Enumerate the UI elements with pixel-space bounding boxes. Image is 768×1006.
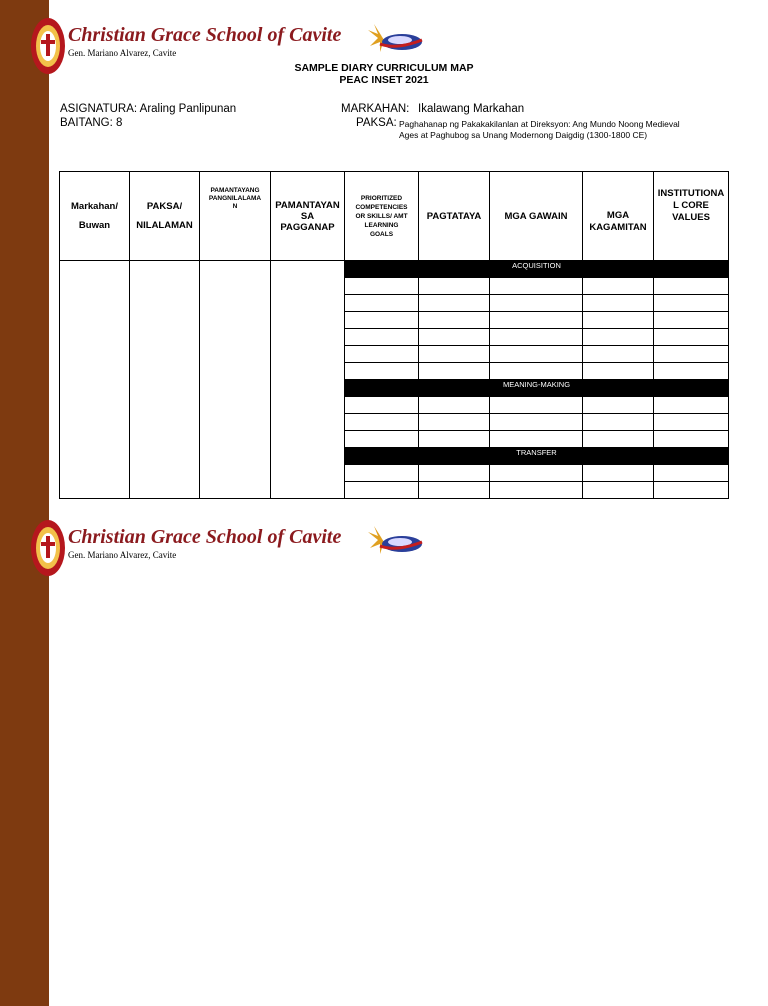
- acquisition-band: ACQUISITION: [345, 261, 729, 278]
- header-pagtataya: PAGTATAYA: [419, 172, 490, 261]
- header-paksa: PAKSA/ NILALAMAN: [130, 172, 200, 261]
- header-competencies: PRIORITIZED COMPETENCIES OR SKILLS/ AMT LEARNING GOALS: [345, 172, 419, 261]
- header-pamantayan-sa-pagganap: PAMANTAYAN SA PAGGANAP: [271, 172, 345, 261]
- paksa-label: PAKSA:: [356, 117, 397, 129]
- school-seal-icon: [30, 518, 66, 578]
- header-mga-kagamitan: MGA KAGAMITAN: [583, 172, 654, 261]
- school-address: Gen. Mariano Alvarez, Cavite: [68, 550, 177, 560]
- school-header: [30, 518, 450, 580]
- paksa-cell: [130, 261, 200, 499]
- asignatura: ASIGNATURA: Araling Panlipunan: [60, 103, 237, 115]
- school-logo-icon: [366, 20, 426, 58]
- paksa-line1: Paghahanap ng Pakakakilanlan at Direksyon: Ang Mundo Noong Medieval: [399, 119, 680, 129]
- paksa-line2: Ages at Paghubog sa Unang Modernong Daigdig (1300-1800 CE): [399, 130, 648, 140]
- section-band: [60, 261, 729, 278]
- meaning-making-band: MEANING-MAKING: [345, 380, 729, 397]
- header-markahan: Markahan/ Buwan: [60, 172, 130, 261]
- school-name: Christian Grace School of Cavite: [68, 24, 342, 46]
- curriculum-map-table: [59, 171, 729, 499]
- school-logo-icon: [366, 522, 426, 560]
- header-row: [60, 172, 729, 261]
- school-name: Christian Grace School of Cavite: [68, 526, 342, 548]
- document-title: SAMPLE DIARY CURRICULUM MAP: [294, 62, 474, 74]
- side-border: [0, 0, 49, 1006]
- header-core-values: INSTITUTIONA L CORE VALUES: [654, 172, 729, 261]
- markahan-value: Ikalawang Markahan: [418, 103, 525, 115]
- pamantayang-cell: [200, 261, 271, 499]
- baitang: BAITANG: 8: [60, 117, 123, 129]
- transfer-band: TRANSFER: [345, 448, 729, 465]
- header-pamantayang-pangnilalaman: PAMANTAYANG PANGNILALAMA N: [200, 172, 271, 261]
- document-subtitle: PEAC INSET 2021: [339, 74, 429, 86]
- markahan-cell: [60, 261, 130, 499]
- header-mga-gawain: MGA GAWAIN: [490, 172, 583, 261]
- school-address: Gen. Mariano Alvarez, Cavite: [68, 48, 177, 58]
- pagganap-cell: [271, 261, 345, 499]
- markahan-label: MARKAHAN:: [341, 103, 410, 115]
